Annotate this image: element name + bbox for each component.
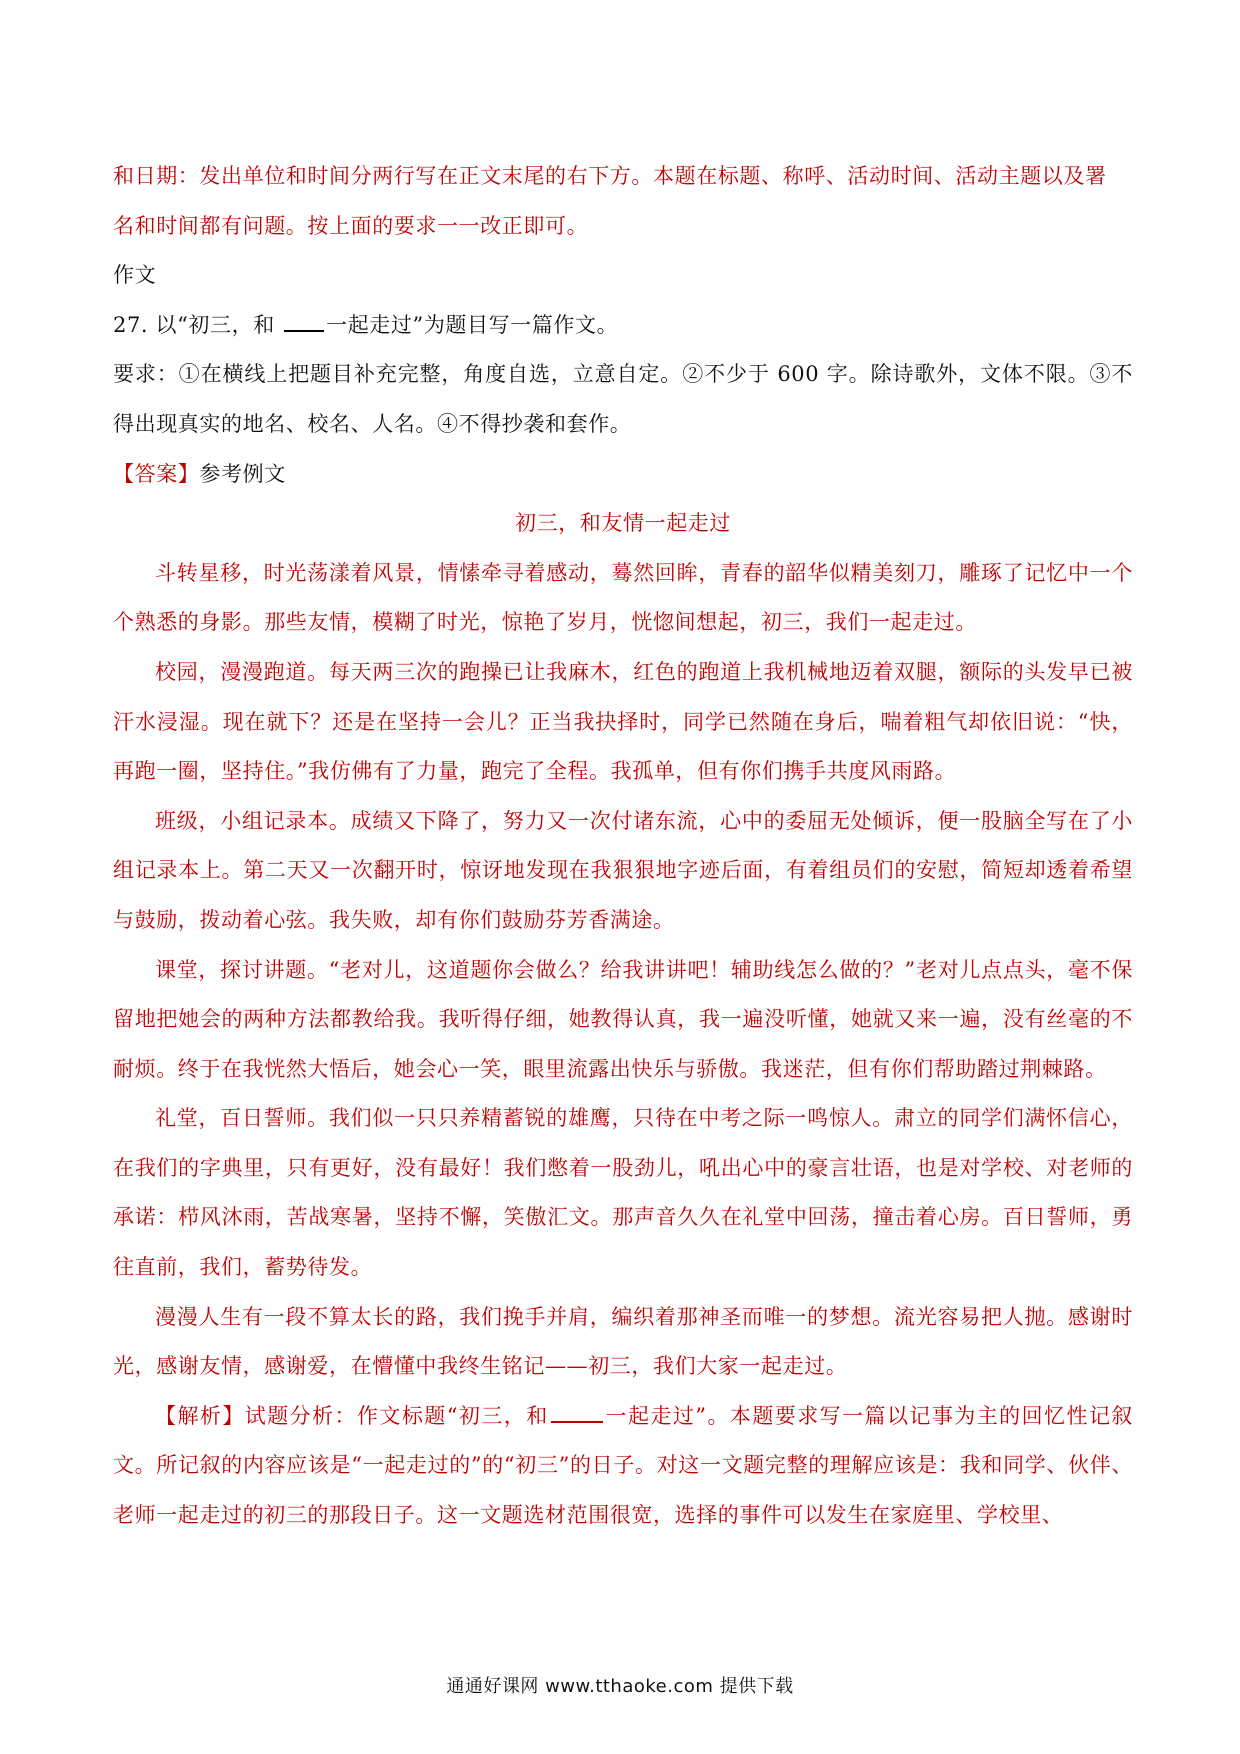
answer-label: 参考例文 bbox=[199, 461, 286, 486]
analysis bbox=[113, 1392, 1133, 1541]
essay-title: 初三，和友情一起走过 bbox=[515, 511, 731, 536]
essay-paragraph: 校园，漫漫跑道。每天两三次的跑操已让我麻木，红色的跑道上我机械地迈着双腿，额际的头发早已被汗水浸湿。现在就下？还是在坚持一会儿？正当我抉择时，同学已然随在身后，喘着粗气却依旧说：“快，再跑一圈，坚持住。”我仿佛有了力量，跑完了全程。我孤单，但有你们携手共度风雨路。 bbox=[113, 659, 1133, 784]
page-footer: 通通好课网 www.tthaoke.com 提供下载 bbox=[446, 1676, 794, 1697]
title-blank bbox=[284, 329, 324, 332]
answer-tag: 【答案】 bbox=[113, 461, 200, 486]
question-prefix: 27. 以“初三，和 bbox=[113, 312, 283, 337]
question-27 bbox=[113, 301, 1133, 351]
essay-paragraph: 班级，小组记录本。成绩又下降了，努力又一次付诸东流，心中的委屈无处倾诉，便一股脑全写在了小组记录本上。第二天又一次翻开时，惊讶地发现在我狠狠地字迹后面，有着组员们的安慰，简短却透着希望与鼓励，拨动着心弦。我失败，却有你们鼓励芬芳香满途。 bbox=[113, 808, 1133, 932]
essay-paragraph: 漫漫人生有一段不算太长的路，我们挽手并肩，编织着那神圣而唯一的梦想。流光容易把人抛。感谢时光，感谢友情，感谢爱，在懵懂中我终生铭记——初三，我们大家一起走过。 bbox=[113, 1304, 1133, 1379]
essay-paragraph: 课堂，探讨讲题。“老对儿，这道题你会做么？给我讲讲吧！辅助线怎么做的？”老对儿点点头，毫不保留地把她会的两种方法都教给我。我听得仔细，她教得认真，我一遍没听懂，她就又来一遍，没有丝毫的不耐烦。终于在我恍然大悟后，她会心一笑，眼里流露出快乐与骄傲。我迷茫，但有你们帮助踏过荆棘路。 bbox=[113, 957, 1133, 1081]
answer-heading bbox=[113, 450, 1133, 500]
question-suffix: 一起走过”为题目写一篇作文。 bbox=[326, 312, 619, 337]
analysis-blank bbox=[551, 1420, 603, 1423]
essay-paragraph: 斗转星移，时光荡漾着风景，情愫牵寻着感动，蓦然回眸，青春的韶华似精美刻刀，雕琢了记忆中一个个熟悉的身影。那些友情，模糊了时光，惊艳了岁月，恍惚间想起，初三，我们一起走过。 bbox=[113, 560, 1133, 635]
continuation-line-1: 和日期：发出单位和时间分两行写在正文末尾的右下方。本题在标题、称呼、活动时间、活动主题以及署 bbox=[113, 164, 1107, 188]
analysis-lead: 【解析】试题分析：作文标题“初三，和 bbox=[155, 1403, 549, 1428]
document-body bbox=[113, 152, 1133, 1541]
analysis-rest: 一起走过”。本题要求写一篇以记事为主的回忆性记叙文。所记叙的内容应该是“一起走过的”的“初三”的日子。对这一文题完整的理解应该是：我和同学、伙伴、老师一起走过的初三的那段日子。这一文题选材范围很宽，选择的事件可以发生在家庭里、学校里、 bbox=[113, 1403, 1133, 1528]
section-label: 作文 bbox=[113, 263, 157, 288]
essay-paragraph: 礼堂，百日誓师。我们似一只只养精蓄锐的雄鹰，只待在中考之际一鸣惊人。肃立的同学们满怀信心，在我们的字典里，只有更好，没有最好！我们憋着一股劲儿，吼出心中的豪言壮语，也是对学校、对老师的承诺：栉风沐雨，苦战寒暑，坚持不懈，笑傲汇文。那声音久久在礼堂中回荡，撞击着心房。百日誓师，勇往直前，我们，蓄势待发。 bbox=[113, 1106, 1133, 1280]
continuation-line-2: 名和时间都有问题。按上面的要求一一改正即可。 bbox=[113, 213, 589, 238]
requirements: 要求：①在横线上把题目补充完整，角度自选，立意自定。②不少于 600 字。除诗歌外，文体不限。③不得出现真实的地名、校名、人名。④不得抄袭和套作。 bbox=[113, 362, 1133, 436]
